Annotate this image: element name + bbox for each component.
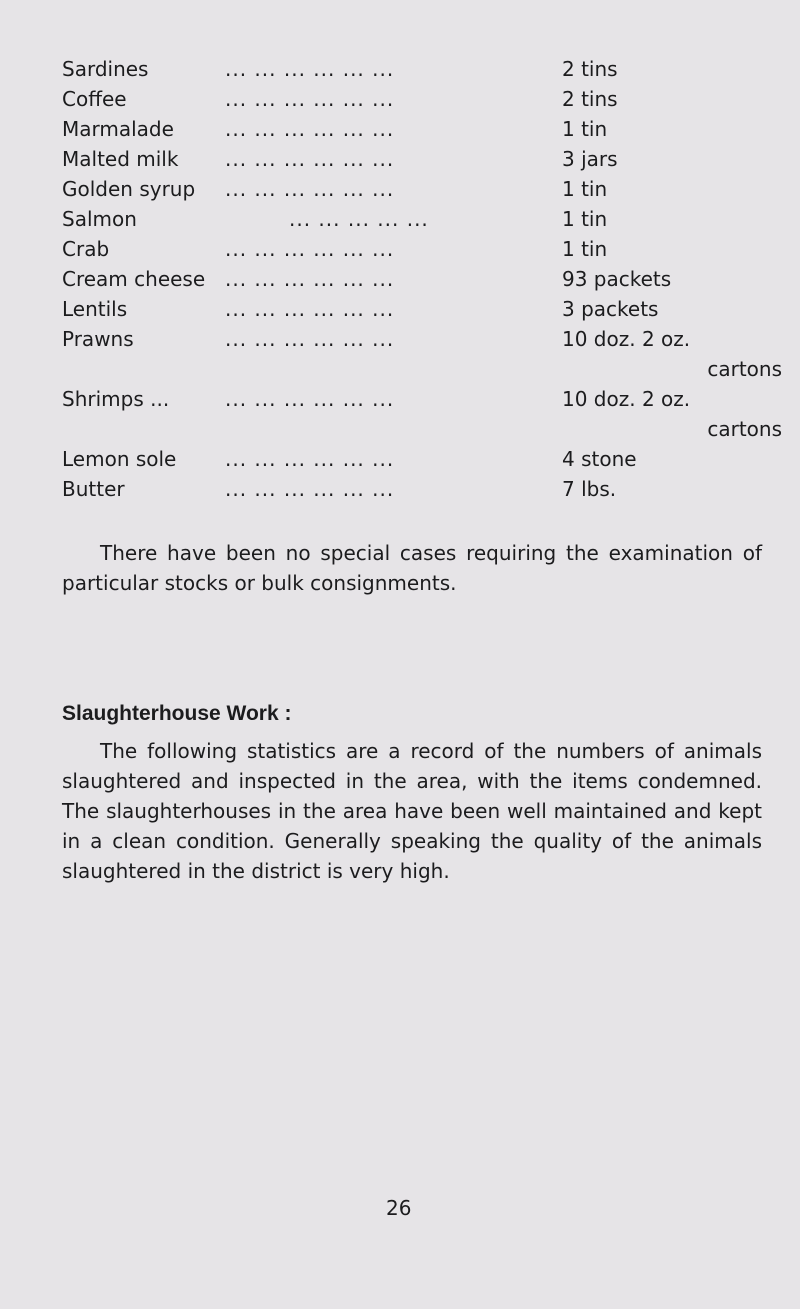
dot-leader: ... ... ... ... ... ... — [225, 237, 395, 261]
list-item — [62, 174, 782, 204]
item-quantity: 1 tin — [562, 237, 608, 261]
dot-leader: ... ... ... ... ... ... — [225, 327, 395, 351]
item-name: Lentils — [62, 297, 128, 321]
list-item — [62, 294, 782, 324]
list-item — [62, 474, 782, 504]
list-item — [62, 264, 782, 294]
section-heading: Slaughterhouse Work : — [62, 702, 292, 725]
dot-leader: ... ... ... ... ... ... — [225, 57, 395, 81]
item-quantity: 2 tins — [562, 87, 618, 111]
item-name: Shrimps ... — [62, 387, 170, 411]
dot-leader: ... ... ... ... ... — [289, 207, 429, 231]
dot-leader: ... ... ... ... ... ... — [225, 387, 395, 411]
item-name: Lemon sole — [62, 447, 177, 471]
item-name: Malted milk — [62, 147, 179, 171]
dot-leader: ... ... ... ... ... ... — [225, 177, 395, 201]
item-quantity: 1 tin — [562, 117, 608, 141]
item-quantity: 4 stone — [562, 447, 637, 471]
list-item — [62, 114, 782, 144]
dot-leader: ... ... ... ... ... ... — [225, 147, 395, 171]
item-name: Coffee — [62, 87, 127, 111]
item-quantity: 10 doz. 2 oz. — [562, 327, 691, 351]
food-items-list — [62, 54, 782, 504]
item-name: Prawns — [62, 327, 134, 351]
item-quantity: 3 packets — [562, 297, 659, 321]
list-item — [62, 324, 782, 384]
item-name: Crab — [62, 237, 110, 261]
dot-leader: ... ... ... ... ... ... — [225, 297, 395, 321]
item-name: Marmalade — [62, 117, 174, 141]
list-item — [62, 144, 782, 174]
list-item — [62, 54, 782, 84]
list-item — [62, 384, 782, 444]
body-paragraph: There have been no special cases requiring the examination of particular stocks or bulk consignments. — [62, 541, 762, 595]
list-item — [62, 444, 782, 474]
item-name: Butter — [62, 477, 125, 501]
item-quantity: 1 tin — [562, 177, 608, 201]
dot-leader: ... ... ... ... ... ... — [225, 117, 395, 141]
dot-leader: ... ... ... ... ... ... — [225, 477, 395, 501]
dot-leader: ... ... ... ... ... ... — [225, 87, 395, 111]
item-name: Golden syrup — [62, 177, 196, 201]
item-quantity-continuation: cartons — [707, 357, 782, 381]
dot-leader: ... ... ... ... ... ... — [225, 267, 395, 291]
dot-leader: ... ... ... ... ... ... — [225, 447, 395, 471]
list-item — [62, 204, 782, 234]
item-quantity: 1 tin — [562, 207, 608, 231]
page-number: 26 — [386, 1196, 412, 1220]
item-quantity: 93 packets — [562, 267, 672, 291]
body-paragraph: The following statistics are a record of the numbers of animals slaughtered and inspected in the area, with the items condemned. The slaughterhouses in the area have been well maintained and kept in a clean condition. Generally speaking the quality of the animals slaughtered in the district is very high. — [62, 739, 762, 883]
item-quantity: 3 jars — [562, 147, 618, 171]
list-item — [62, 234, 782, 264]
item-quantity: 10 doz. 2 oz. — [562, 387, 691, 411]
item-quantity: 7 lbs. — [562, 477, 617, 501]
item-quantity: 2 tins — [562, 57, 618, 81]
item-name: Cream cheese — [62, 267, 206, 291]
list-item — [62, 84, 782, 114]
item-quantity-continuation: cartons — [707, 417, 782, 441]
item-name: Sardines — [62, 57, 149, 81]
item-name: Salmon — [62, 207, 137, 231]
